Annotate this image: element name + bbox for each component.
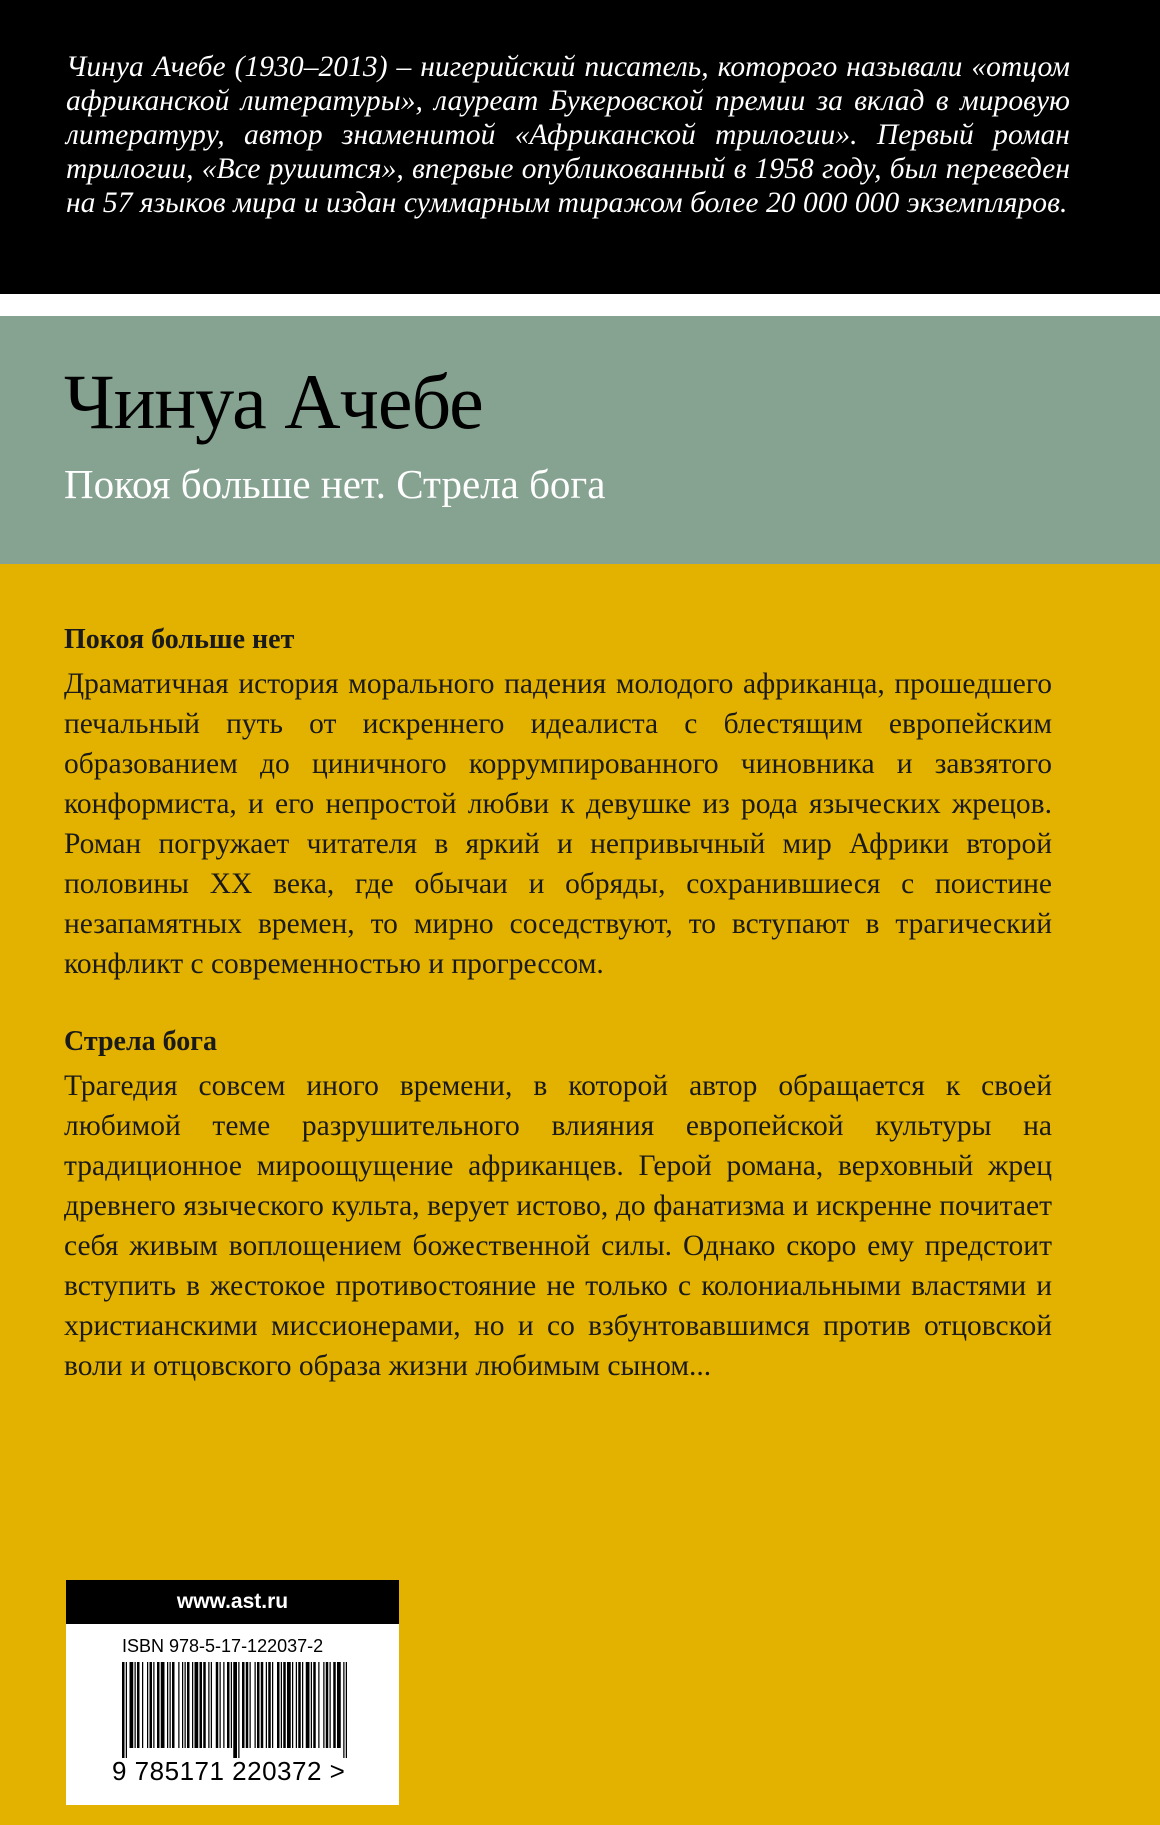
isbn-label: ISBN 978-5-17-122037-2	[122, 1636, 324, 1656]
bio-band	[0, 0, 1160, 294]
author-name: Чинуа Ачебе	[64, 358, 483, 445]
website-label: www.ast.ru	[66, 1580, 399, 1624]
section-text: Драматичная история морального падения молодого африканца, прошедшего печальный путь от искреннего идеалиста с блестящим европейским образованием до циничного коррумпированного чиновника и завзятого конформиста, и его непростой любви к девушке из рода языческих жрецов. Роман погружает читателя в яркий и непривычный мир Африки второй половины XX века, где обычаи и обряды, сохранившиеся с поистине незапамятных времен, то мирно соседствуют, то вступают в трагический конфликт с современностью и прогрессом.	[64, 668, 1052, 980]
annotations	[64, 620, 1052, 1386]
author-bio: Чинуа Ачебе (1930–2013) – нигерийский писатель, которого называли «отцом африканской литературы», лауреат Букеровской премии за вклад в мировую литературу, автор знаменитой «Африканской трилогии». Первый роман трилогии, «Все рушится», впервые опубликованный в 1958 году, был переведен на 57 языков мира и издан суммарным тиражом более 20 000 000 экземпляров.	[66, 51, 1070, 219]
section-title: Покоя больше нет	[64, 624, 295, 655]
section-arrow-of-god	[64, 1022, 1052, 1386]
section-no-longer-at-ease	[64, 620, 1052, 984]
barcode-icon	[122, 1662, 352, 1758]
white-divider	[0, 294, 1160, 316]
barcode-box	[66, 1580, 399, 1805]
barcode-digits: 9 785171 220372 >	[112, 1756, 346, 1786]
book-title: Покоя больше нет. Стрела бога	[64, 461, 606, 507]
section-title: Стрела бога	[64, 1026, 218, 1057]
section-text: Трагедия совсем иного времени, в которой автор обращается к своей любимой теме разрушительного влияния европейской культуры на традиционное мироощущение африканцев. Герой романа, верховный жрец древнего языческого культа, верует истово, до фанатизма и искренне почитает себя живым воплощением божественной силы. Однако скоро ему предстоит вступить в жестокое противостояние не только с колониальными властями и христианскими миссионерами, но и со взбунтовавшимся против отцовской воли и отцовского образа жизни любимым сыном...	[64, 1070, 1052, 1382]
